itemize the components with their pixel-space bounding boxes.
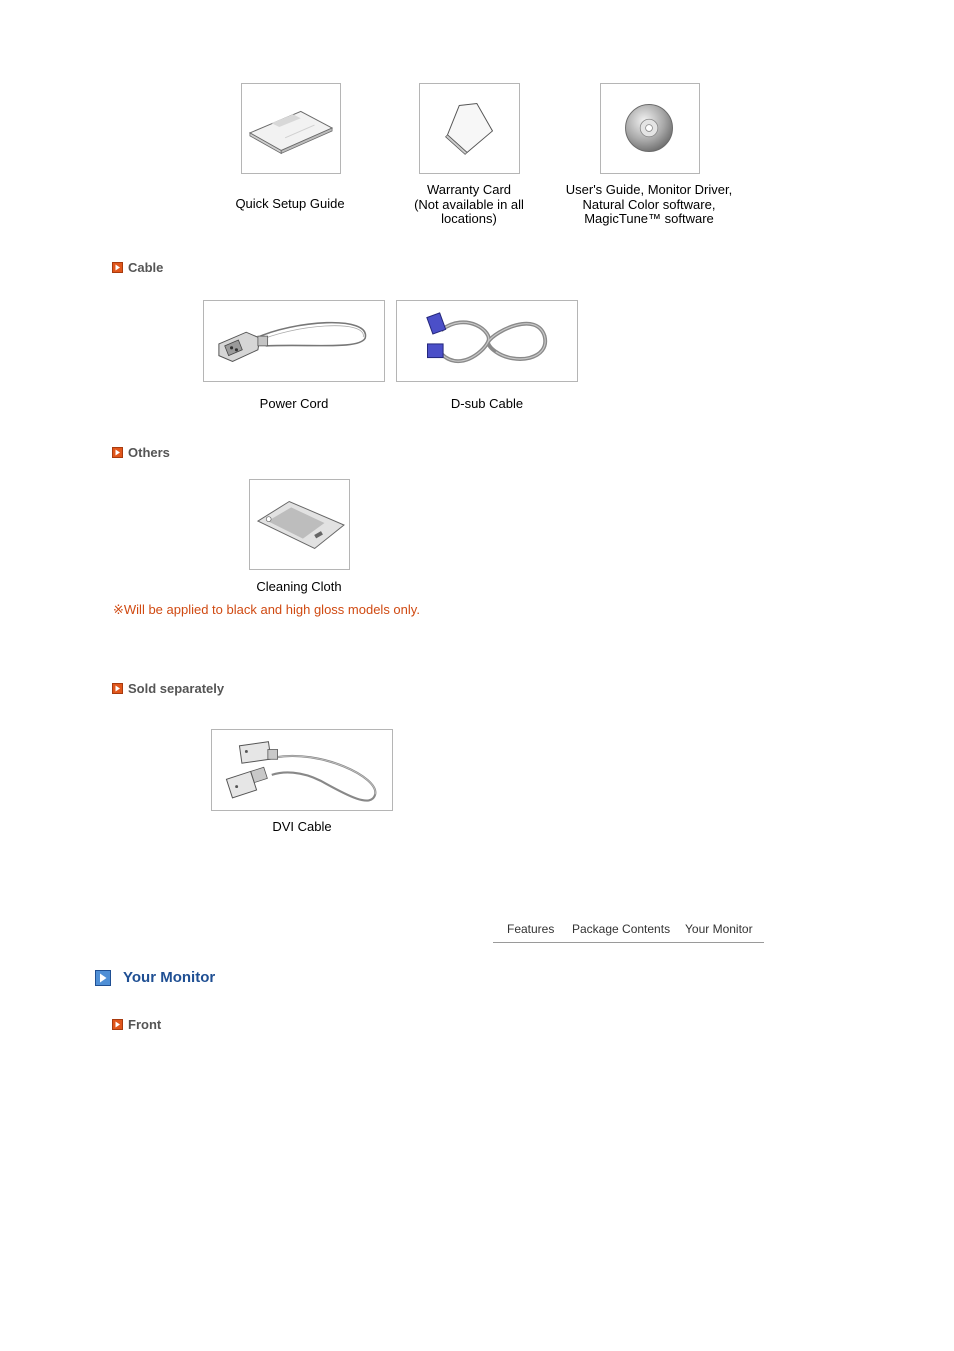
cd-image <box>600 83 700 174</box>
your-monitor-heading <box>95 969 215 986</box>
nav-link-your-monitor[interactable]: Your Monitor <box>685 922 753 936</box>
caption-line: Quick Setup Guide <box>235 196 345 211</box>
power-cord-caption <box>203 397 385 412</box>
quick-setup-guide-image <box>241 83 341 174</box>
orange-arrow-icon <box>112 447 123 458</box>
section-title: Cable <box>128 260 164 275</box>
section-heading-front <box>112 1017 161 1032</box>
booklet-icon <box>242 84 340 173</box>
section-nav <box>493 917 764 943</box>
caption-line: MagicTune™ software <box>584 211 714 226</box>
card-icon <box>420 84 519 173</box>
caption-line: DVI Cable <box>272 819 332 834</box>
dvi-cable-caption <box>211 820 393 835</box>
cleaning-cloth-image <box>249 479 350 570</box>
orange-arrow-icon <box>112 262 123 273</box>
gloss-model-note: ※Will be applied to black and high gloss models only. <box>113 602 420 617</box>
cd-icon <box>601 84 699 173</box>
section-heading-sold-separately <box>112 681 224 696</box>
power-cord-icon <box>204 301 384 381</box>
section-title: Others <box>128 445 170 460</box>
nav-link-package-contents[interactable]: Package Contents <box>572 922 671 936</box>
dvi-cable-image <box>211 729 393 811</box>
dvi-cable-icon <box>212 730 392 810</box>
caption-line: Power Cord <box>259 396 329 411</box>
cd-caption <box>554 183 744 227</box>
caption-line: Warranty Card <box>426 182 512 197</box>
orange-arrow-icon <box>112 683 123 694</box>
nav-link-features[interactable]: Features <box>507 922 555 936</box>
warranty-card-caption <box>394 183 544 227</box>
blue-arrow-icon <box>95 970 111 986</box>
dsub-cable-caption <box>396 397 578 412</box>
cloth-icon <box>250 480 349 569</box>
caption-line: Natural Color software, <box>582 196 716 212</box>
section-title: Sold separately <box>128 681 225 696</box>
caption-line: Cleaning Cloth <box>256 579 342 594</box>
cleaning-cloth-caption <box>219 580 379 595</box>
page-title: Your Monitor <box>123 969 216 986</box>
dsub-cable-icon <box>397 301 577 381</box>
section-heading-cable <box>112 260 163 275</box>
dsub-cable-image <box>396 300 578 382</box>
caption-line: locations) <box>441 211 497 226</box>
caption-line: D-sub Cable <box>450 396 524 411</box>
power-cord-image <box>203 300 385 382</box>
caption-line: User's Guide, Monitor Driver, <box>565 182 733 197</box>
section-title: Front <box>128 1017 162 1032</box>
quick-setup-guide-caption <box>210 197 370 212</box>
orange-arrow-icon <box>112 1019 123 1030</box>
warranty-card-image <box>419 83 520 174</box>
section-heading-others <box>112 445 170 460</box>
caption-line: (Not available in all <box>414 196 524 212</box>
